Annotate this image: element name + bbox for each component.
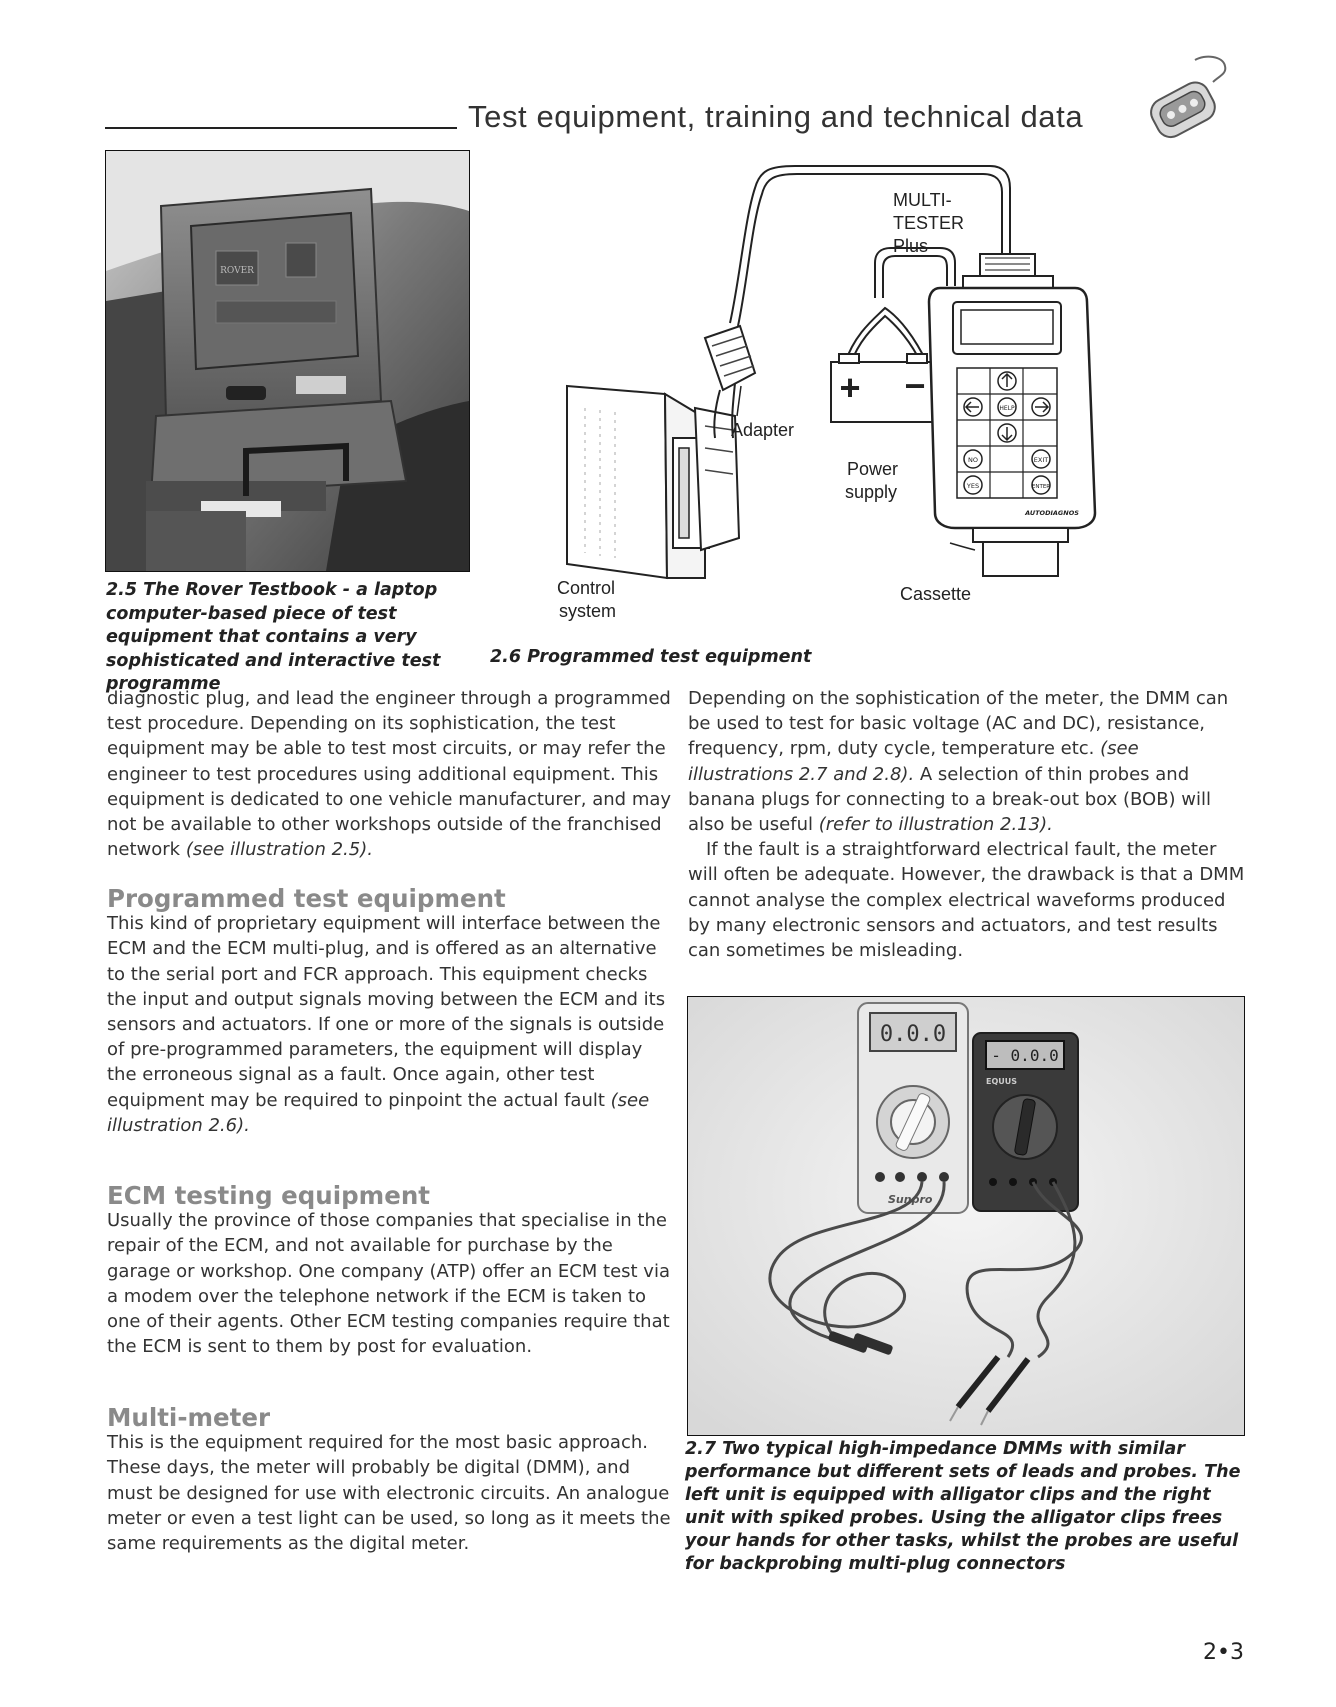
dmm-reference-1: (see illustrations 2.7 and 2.8). bbox=[688, 738, 1139, 785]
rover-testbook-photo bbox=[105, 150, 470, 572]
enter-key: ENTER bbox=[1031, 484, 1051, 490]
exit-key: EXIT bbox=[1033, 456, 1049, 464]
programmed-test-equipment-diagram bbox=[555, 158, 1115, 628]
help-key: HELP bbox=[999, 405, 1015, 412]
ecm-testing-paragraph: Usually the province of those companies that specialise in the repair of the ECM, and not available for purchase by the garage or workshop. One company (ATP) offer an ECM test via a modem over the telephone network if the ECM is taken to one of their agents. Other ECM testing companies require that the ECM is sent to them by post for evaluation. bbox=[107, 1210, 670, 1358]
control-system-label-1: Control bbox=[557, 578, 616, 598]
multimeter-heading: Multi-meter bbox=[107, 1403, 271, 1432]
sunpro-brand: Sunpro bbox=[888, 1193, 933, 1206]
page-header-title: Test equipment, training and technical data bbox=[468, 99, 1084, 134]
left-meter-display: 0.0.0 bbox=[879, 1022, 947, 1047]
dmm-text-1: Depending on the sophistication of the meter, the DMM can be used to test for basic voltage (AC and DC), resistance, frequency, rpm, duty cycle, temperature etc. bbox=[688, 688, 1229, 760]
intro-reference: (see illustration 2.5). bbox=[185, 839, 373, 861]
dmm-text-2: A selection of thin probes and banana plugs for connecting to a break-out box (BOB) will also be useful bbox=[688, 763, 1212, 836]
page-number: 2•3 bbox=[1203, 1640, 1244, 1665]
cassette-label: Cassette bbox=[900, 584, 972, 604]
right-column-text bbox=[688, 686, 1248, 963]
dmm-reference-2: (refer to illustration 2.13). bbox=[818, 814, 1053, 836]
yes-key: YES bbox=[966, 482, 980, 490]
equus-brand: EQUUS bbox=[986, 1077, 1018, 1086]
adapter-label: Adapter bbox=[731, 420, 795, 440]
dmm-photo bbox=[687, 996, 1245, 1436]
no-key: NO bbox=[968, 456, 978, 464]
programmed-reference: (see illustration 2.6). bbox=[107, 1089, 650, 1136]
multitester-label-2: TESTER bbox=[893, 213, 965, 233]
tester-brand-label: AUTODIAGNOS bbox=[1025, 509, 1079, 517]
multimeter-section bbox=[107, 1405, 672, 1556]
intro-text: diagnostic plug, and lead the engineer through a programmed test procedure. Depending on its sophistication, the test equipment may be able to test most circuits, or may refer the engineer to test procedures using additional equipment. This equipment is dedicated to one vehicle manufacturer, and may not be available to other workshops outside of the franchised network bbox=[107, 688, 672, 861]
multimeter-paragraph: This is the equipment required for the most basic approach. These days, the meter will probably be digital (DMM), and must be designed for use with electronic circuits. An analogue meter or even a test light can be used, so long as it meets the same requirements as the digital meter. bbox=[107, 1432, 671, 1555]
programmed-paragraph bbox=[107, 911, 672, 1138]
dmm-paragraph-2: If the fault is a straightforward electrical fault, the meter will often be adequate. However, the drawback is that a DMM cannot analyse the complex electrical waveforms produced by many electronic sensors and actuators, and test results can sometimes be misleading. bbox=[688, 839, 1245, 962]
battery-minus-label: − bbox=[904, 365, 926, 406]
multitester-label-3: Plus bbox=[893, 236, 929, 256]
battery-plus-label: + bbox=[839, 367, 861, 408]
intro-paragraph bbox=[107, 686, 672, 862]
programmed-section bbox=[107, 886, 672, 1138]
power-supply-label-1: Power bbox=[847, 459, 899, 479]
multitester-label-1: MULTI- bbox=[893, 190, 952, 210]
figure-2-5-caption: 2.5 The Rover Testbook - a laptop computer-based piece of test equipment that contains a very sophisticated and interactive test programme bbox=[106, 580, 441, 694]
header-rule bbox=[105, 127, 457, 129]
control-system-label-2: system bbox=[559, 601, 617, 621]
right-meter-display: - 0.0.0 bbox=[991, 1046, 1059, 1065]
ecm-testing-section bbox=[107, 1183, 672, 1359]
power-supply-label-2: supply bbox=[845, 482, 898, 502]
rover-screen-label: ROVER bbox=[220, 266, 254, 276]
figure-2-6-caption: 2.6 Programmed test equipment bbox=[490, 647, 812, 667]
programmed-heading: Programmed test equipment bbox=[107, 884, 506, 913]
programmed-text: This kind of proprietary equipment will interface between the ECM and the ECM multi-plug, and is offered as an alternative to the serial port and FCR approach. This equipment checks the input and output signals moving between the ECM and its sensors and actuators. If one or more of the signals is outside of pre-programmed parameters, the equipment will display the erroneous signal as a fault. Once again, other test equipment may be required to pinpoint the actual fault bbox=[107, 913, 666, 1111]
test-device-icon bbox=[1135, 52, 1230, 144]
left-column-intro bbox=[107, 686, 672, 862]
ecm-testing-heading: ECM testing equipment bbox=[107, 1181, 430, 1210]
dmm-paragraph-1 bbox=[688, 686, 1248, 837]
figure-2-7-caption: 2.7 Two typical high-impedance DMMs with similar performance but different sets of leads and probes. The left unit is equipped with alligator clips and the right unit with spiked probes. Using the alligator clips frees your hands for other tasks, whilst the probes are useful for backprobing multi-plug connectors bbox=[685, 1439, 1241, 1574]
